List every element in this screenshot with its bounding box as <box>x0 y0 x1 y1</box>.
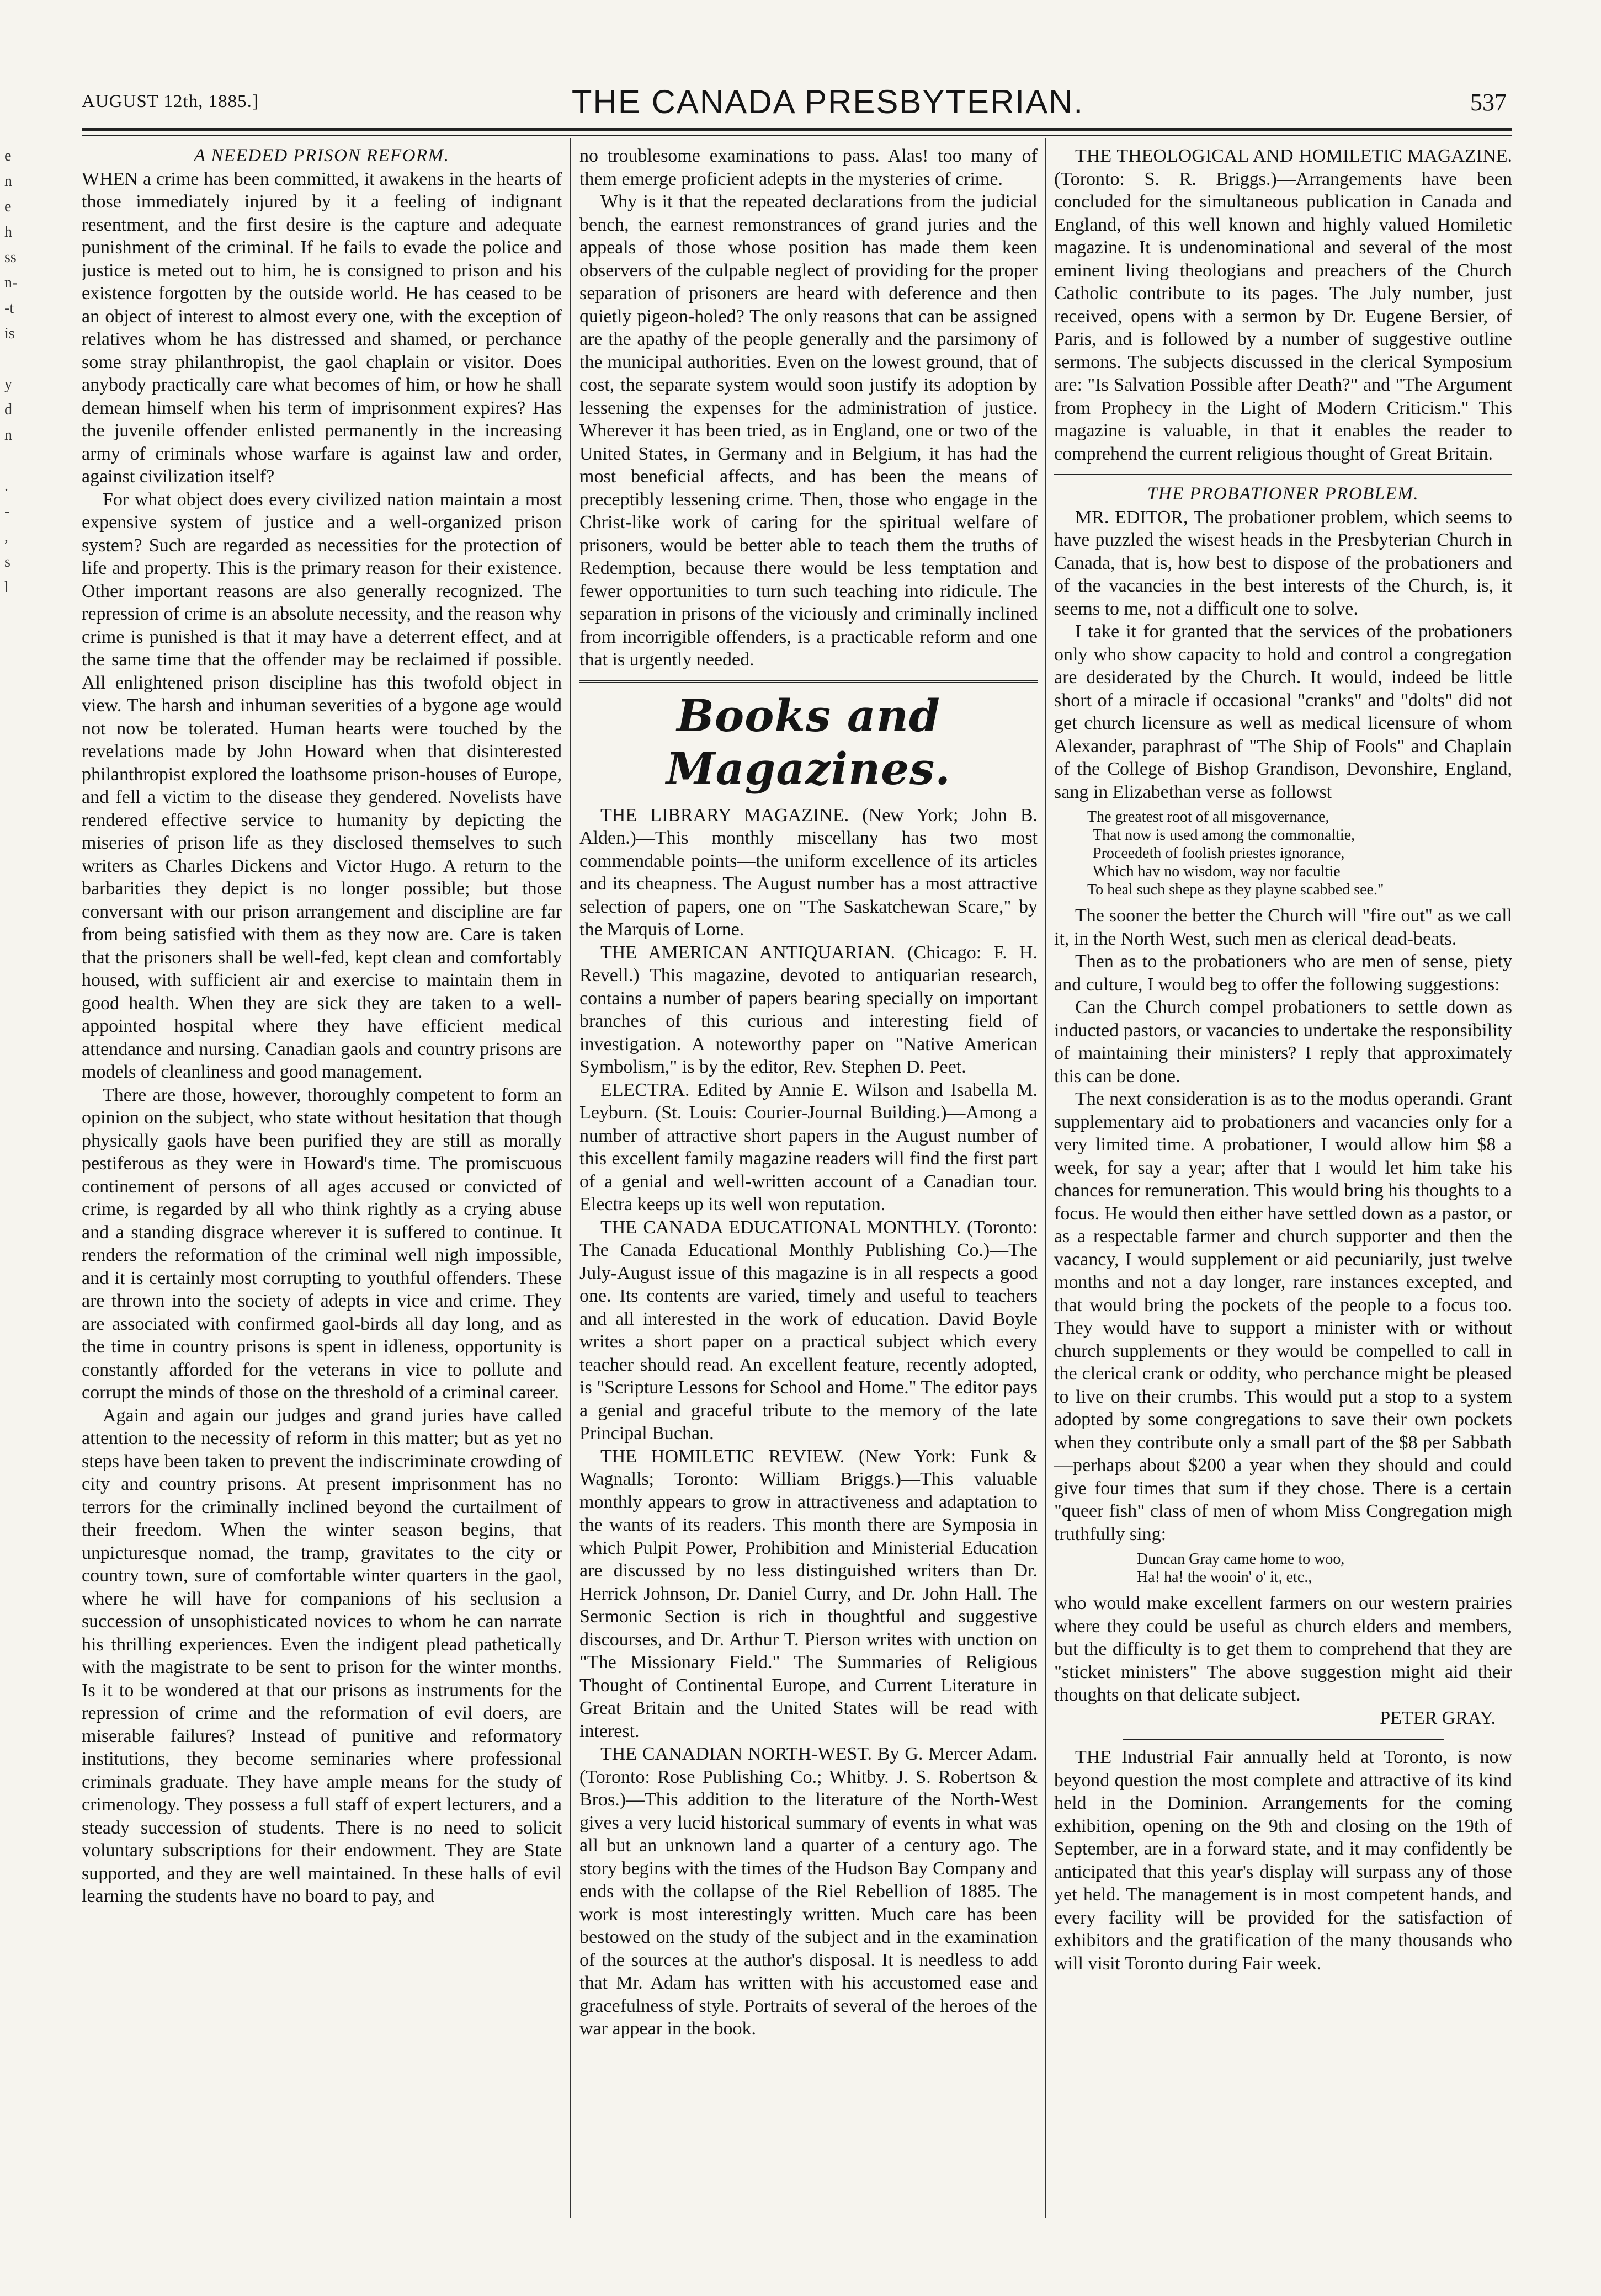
column-rule-2 <box>1045 138 1046 2218</box>
article-paragraph: There are those, however, thoroughly competent to form an opinion on the subject, who state without hesitation that though physically gaols have been purified they are still as morally pestiferous as they were in Howard's time. The promiscuous continement of persons of all ages accused or convicted of crime, is regarded by all who think rightly as a crying abuse and a standing disgrace wherever it is suffered to continue. It renders the reformation of the criminal well nigh impossible, and it is certainly most corrupting to youthful offenders. These are thrown into the society of adepts in vice and crime. They are associated with confirmed gaol-birds all day long, and as the time in country prisons is spent in idleness, opportunity is constantly afforded for the veterans in vice to pollute and corrupt the minds of those on the threshold of a criminal career. <box>82 1084 562 1403</box>
review-text: (New York: Funk & Wagnalls; Toronto: William Briggs.)—This valuable monthly appears to grow in attractiveness and adaptation to the wants of its readers. This month there are Symposia in which Pulpit Power, Prohibition and Ministerial Education are discussed by no less distinguished writers than Dr. Herrick Johnson, Dr. Daniel Curry, and Dr. John Hall. The Sermonic Section is rich in thoughtful and suggestive discourses, and Dr. Arthur T. Pierson writes with unction on "The Missionary Field." The Summaries of Religious Thought of Continental Europe, and Current Literature in Great Britain and the United States will be read with interest. <box>579 1446 1038 1741</box>
section-divider-short <box>1123 1739 1444 1740</box>
letter-paragraph: Can the Church compel probationers to settle down as inducted pastors, or vacancies to undertake the responsibility of maintaining their ministers? I reply that approximately this can be done. <box>1054 997 1512 1086</box>
news-paragraph-industrial-fair: THE Industrial Fair annually held at Toronto, is now beyond question the most complete and attractive of its kind held in the Dominion. Arrangements for the coming exhibition, opening on the 9th and closing on the 19th of September, are in a forward state, and it may confidently be anticipated that this year's display will surpass any of those yet held. The management is in most competent hands, and every facility will be provided for the satisfaction of exhibitors and the gratification of the many thousands who will visit Toronto during Fair week. <box>1054 1747 1512 1974</box>
column-rule-1 <box>570 138 571 2218</box>
verse-line: The greatest root of all misgovernance, <box>1087 808 1329 825</box>
article-paragraph: For what object does every civilized nation maintain a most expensive system of justice and a well-organized prison system? Such are regarded as necessities for the protection of life and property. This is the primary reason for their existence. Other important reasons are also generally recognized. The repression of crime is an absolute necessity, and the reason why crime is punished is that it may have a deterrent effect, and at the same time that the offender may be reclaimed if possible. All enlightened prison discipline has this twofold object in view. The harsh and inhuman severities of a bygone age would not now be tolerated. Human hearts were touched by the revelations made by John Howard when that disinterested philanthropist explored the loathsome prison-houses of Europe, and fell a victim to the disease they gendered. Novelists have rendered effective service to humanity by depicting the miseries of prison life as they disclosed themselves to such writers as Charles Dickens and Victor Hugo. A return to the barbarities they depict is no longer possible; but those conversant with our prison arrangement and discipline are far from being satisfied with them as they now are. Care is taken that the prisoners shall be well-fed, kept clean and comfortably housed, with sufficient air and exercise to maintain them in good health. When they are sick they are taken to a well-appointed hospital where they have efficient medical attendance and nursing. Canadian gaols and country prisons are models of cleanliness and good management. <box>82 489 562 1082</box>
header-rule-thin <box>82 135 1512 136</box>
review-title: THE AMERICAN ANTIQUARIAN. <box>600 942 896 963</box>
left-margin-marks: e n e h ss n- -t is y d n . - , s l <box>4 147 18 596</box>
column-1 <box>82 145 562 2230</box>
verse-line: Proceedeth of foolish priestes ignorance, <box>1093 845 1345 862</box>
article-continuation: no troublesome examinations to pass. Alas! too many of them emerge proficient adepts in the mysteries of crime. <box>579 146 1038 189</box>
verse-quotation-2 <box>1137 1550 1512 1586</box>
review-text: By G. Mercer Adam. (Toronto: Rose Publishing Co.; Whitby. J. S. Robertson & Bros.)—This addition to the literature of the North-West gives a very lucid historical summary of events in what was all but an unknown land a quarter of a century ago. The story begins with the times of the Hudson Bay Company and ends with the collapse of the Riel Rebellion of 1885. The work is most interestingly written. Much care has been bestowed on the study of the subject and in the examination of the sources at the author's disposal. It is needless to add that Mr. Adam has written with his accustomed ease and gracefulness of style. Portraits of several of the heroes of the war appear in the book. <box>579 1744 1038 2039</box>
article-title-probationer-problem: THE PROBATIONER PROBLEM. <box>1147 484 1419 504</box>
review-title: THE CANADA EDUCATIONAL MONTHLY. <box>600 1217 961 1238</box>
review-entry <box>579 1216 1038 1445</box>
column-2 <box>579 145 1038 2230</box>
review-text: (New York; John B. Alden.)—This monthly miscellany has two most commendable points—the uniform excellence of its articles and its cheapness. The August number has a most attractive selection of papers, one on "The Saskatchewan Scare," by the Marquis of Lorne. <box>579 805 1038 940</box>
review-title: THE LIBRARY MAGAZINE. <box>600 805 849 825</box>
review-entry <box>579 941 1038 1079</box>
verse-line: Which hav no wisdom, way nor facultie <box>1093 863 1341 880</box>
review-text: Edited by Annie E. Wilson and Isabella M. Leyburn. (St. Louis: Courier-Journal Building.)—Among a number of attractive short papers in the August number of this excellent family magazine readers will find the first part of a genial and well-written account of a Canadian tour. Electra keeps up its well won reputation. <box>579 1079 1038 1214</box>
verse-line: Duncan Gray came home to woo, <box>1137 1551 1345 1568</box>
letter-paragraph: The sooner the better the Church will "fire out" as we call it, in the North West, such men as clerical dead-beats. <box>1054 905 1512 949</box>
review-entry <box>579 1743 1038 2041</box>
section-divider <box>579 680 1038 683</box>
letter-paragraph: The next consideration is as to the modus operandi. Grant supplementary aid to probationers and vacancies only for a very limited time. A probationer, I would allow him $8 a week, for say a year; after that I would let him take his chances for remuneration. This would bring his thoughts to a focus. He would then either have settled down as a pastor, or as a respectable farmer and church supporter and then the vacancy, I would supplement or aid pecuniarily, just twelve months and not a day longer, rare instances excepted, and that would bring the pockets of the people to a focus too. They would have to support a minister with or without church supplements or they would be compelled to call in the clerical crank or oddity, who perchance might be pleased to live on their crumbs. This would put a stop to a system adopted by some congregations to save their own pockets when they contribute only a small part of the $8 per Sabbath—perhaps about $200 a year when they should and could give four times that sum if they chose. There is a certain "queer fish" class of men of whom Miss Congregation migh truthfully sing: <box>1054 1089 1512 1544</box>
article-paragraph: Again and again our judges and grand juries have called attention to the necessity of reform in this matter; but as yet no steps have been taken to prevent the indiscriminate crowding of city and country prisons. At present imprisonment has no terrors for the criminally inclined beyond the curtailment of their freedom. When the winter season begins, that unpicturesque nomad, the tramp, gravitates to the city or country town, sure of comfortable winter quarters in the gaol, where he will have for companions of his seclusion a succession of unsophisticated novices to whom he can narrate his thrilling experiences. Even the indigent plead pathetically with the magistrate to be sent to prison for the winter months. Is it to be wondered at that our prisons as instruments for the repression of crime and the reformation of evil doers, are miserable failures? Instead of punitive and reformatory institutions, they become seminaries where professional criminals graduate. They have ample means for the study of crimenology. They possess a full staff of expert lecturers, and a steady succession of students. There is no need to solicit voluntary subscriptions for their endowment. They are State supported, and they are well maintained. In these halls of evil learning the students have no board to pay, and <box>82 1405 562 1906</box>
verse-line: That now is used among the commonaltie, <box>1093 827 1355 844</box>
review-text: (Chicago: F. H. Revell.) This magazine, devoted to antiquarian research, contains a number of papers bearing specially on important branches of this curious and interesting field of investigation. A noteworthy paper on "Native American Symbolism," is by the editor, Rev. Stephen D. Peet. <box>579 942 1038 1077</box>
review-text: (Toronto: S. R. Briggs.)—Arrangements have been concluded for the simultaneous publication in Canada and England, of this well known and highly valued Homiletic magazine. It is undenominational and several of the most eminent living theologians and preachers of the Church Catholic contribute to its pages. The July number, just received, opens with a sermon by Dr. Eugene Bersier, of Paris, and is followed by a number of suggestive outline sermons. The subjects discussed in the clerical Symposium are: "Is Salvation Possible after Death?" and "The Argument from Prophecy in the Light of Modern Criticism." This magazine is valuable, in that it enables the reader to comprehend the current religious thought of Great Britain. <box>1054 168 1512 464</box>
review-text: (Toronto: The Canada Educational Monthly Publishing Co.)—The July-August issue of this magazine is in all respects a good one. Its contents are varied, timely and useful to teachers and all interested in the work of education. David Boyle writes a short paper on a practical subject which every teacher should read. An excellent feature, recently adopted, is "Scripture Lessons for School and Home." The editor pays a genial and graceful tribute to the memory of the late Principal Buchan. <box>579 1217 1038 1443</box>
review-entry <box>579 1079 1038 1216</box>
article-paragraph: Why is it that the repeated declarations from the judicial bench, the earnest remonstrances of grand juries and the appeals of those whose position has made them keen observers of the culpable neglect of providing for the proper separation of prisoners are heard with deference and then quietly pigeon-holed? The only reasons that can be assigned are the apathy of the people generally and the parsimony of the municipal authorities. Even on the lowest ground, that of cost, the separate system would soon justify its adoption by lessening the expenses for the administration of justice. Wherever it has been tried, as in England, one or two of the United States, in Germany and in Belgium, it has had the most beneficial affects, and has been the means of preceptibly lessening crime. Then, those who engage in the Christ-like work of caring for the spiritual welfare of prisoners, would be better able to teach them the truths of Redemption, because there would be less temptation and fewer opportunities to turn such teaching into ridicule. The separation in prisons of the viciously and criminally inclined from incorrigible offenders, is a practicable reform and one that is urgently needed. <box>579 191 1038 670</box>
letter-opening: MR. EDITOR, The probationer problem, which seems to have puzzled the wisest heads in the Presbyterian Church in Canada, that is, how best to dispose of the probationers and of the vacancies in the best interests of the Church, is, it seems to me, not a difficult one to solve. <box>1054 507 1512 619</box>
letter-paragraph: who would make excellent farmers on our western prairies where they could be useful as church elders and members, but the difficulty is to get them to comprehend that they are "sticket ministers" The above suggestion might aid their thoughts on that delicate subject. <box>1054 1593 1512 1705</box>
section-divider <box>1054 474 1512 476</box>
review-entry <box>579 1445 1038 1743</box>
review-title: THE THEOLOGICAL AND HOMILETIC MAGAZINE. <box>1075 146 1512 166</box>
column-3 <box>1054 145 1512 2230</box>
review-title: THE CANADIAN NORTH-WEST. <box>600 1744 873 1764</box>
letter-paragraph: I take it for granted that the services of the probationers only who show capacity to hold and control a congregation are desiderated by the Church. It would, indeed be little short of a miracle if occasional "cranks" and "dolts" did not get church licensure as well as medical licensure of whom Alexander, paraphrast of "The Ship of Fools" and Chaplain of the College of Bishop Grandison, Devonshire, England, sang in Elizabethan verse as followst <box>1054 621 1512 802</box>
verse-quotation <box>1087 808 1512 899</box>
header-rule <box>82 128 1512 131</box>
article-paragraph: WHEN a crime has been committed, it awakens in the hearts of those immediately injured by it a feeling of indignant resentment, and the first desire is the capture and adequate punishment of the criminal. If he fails to evade the police and justice is meted out to him, he is consigned to prison and his existence forgotten by the outside world. He has ceased to be an object of interest to almost every one, with the exception of relatives whom he has distressed and shamed, or perchance some stray philanthropist, the gaol chaplain or visitor. Does anybody practically care what becomes of him, or how he shall demean himself when his term of imprisonment expires? Has the juvenile offender enlisted permanently in the increasing army of criminals whose warfare is against law and order, against civilization itself? <box>82 168 562 487</box>
review-title: THE HOMILETIC REVIEW. <box>600 1446 845 1467</box>
verse-line: To heal such shepe as they playne scabbed see." <box>1087 881 1384 898</box>
letter-signature: PETER GRAY. <box>1380 1707 1496 1728</box>
review-entry <box>579 804 1038 941</box>
letter-paragraph: Then as to the probationers who are men of sense, piety and culture, I would beg to offer the following suggestions: <box>1054 951 1512 995</box>
masthead-title: THE CANADA PRESBYTERIAN. <box>571 83 1084 120</box>
department-heading-books-magazines: Books and Magazines. <box>666 689 951 795</box>
page-number: 537 <box>1470 89 1507 116</box>
header-date: AUGUST 12th, 1885.] <box>82 92 259 111</box>
article-title-prison-reform: A NEEDED PRISON REFORM. <box>194 146 450 166</box>
review-entry <box>1054 145 1512 465</box>
review-title: ELECTRA. <box>600 1079 690 1100</box>
verse-line: Ha! ha! the wooin' o' it, etc., <box>1137 1569 1312 1586</box>
